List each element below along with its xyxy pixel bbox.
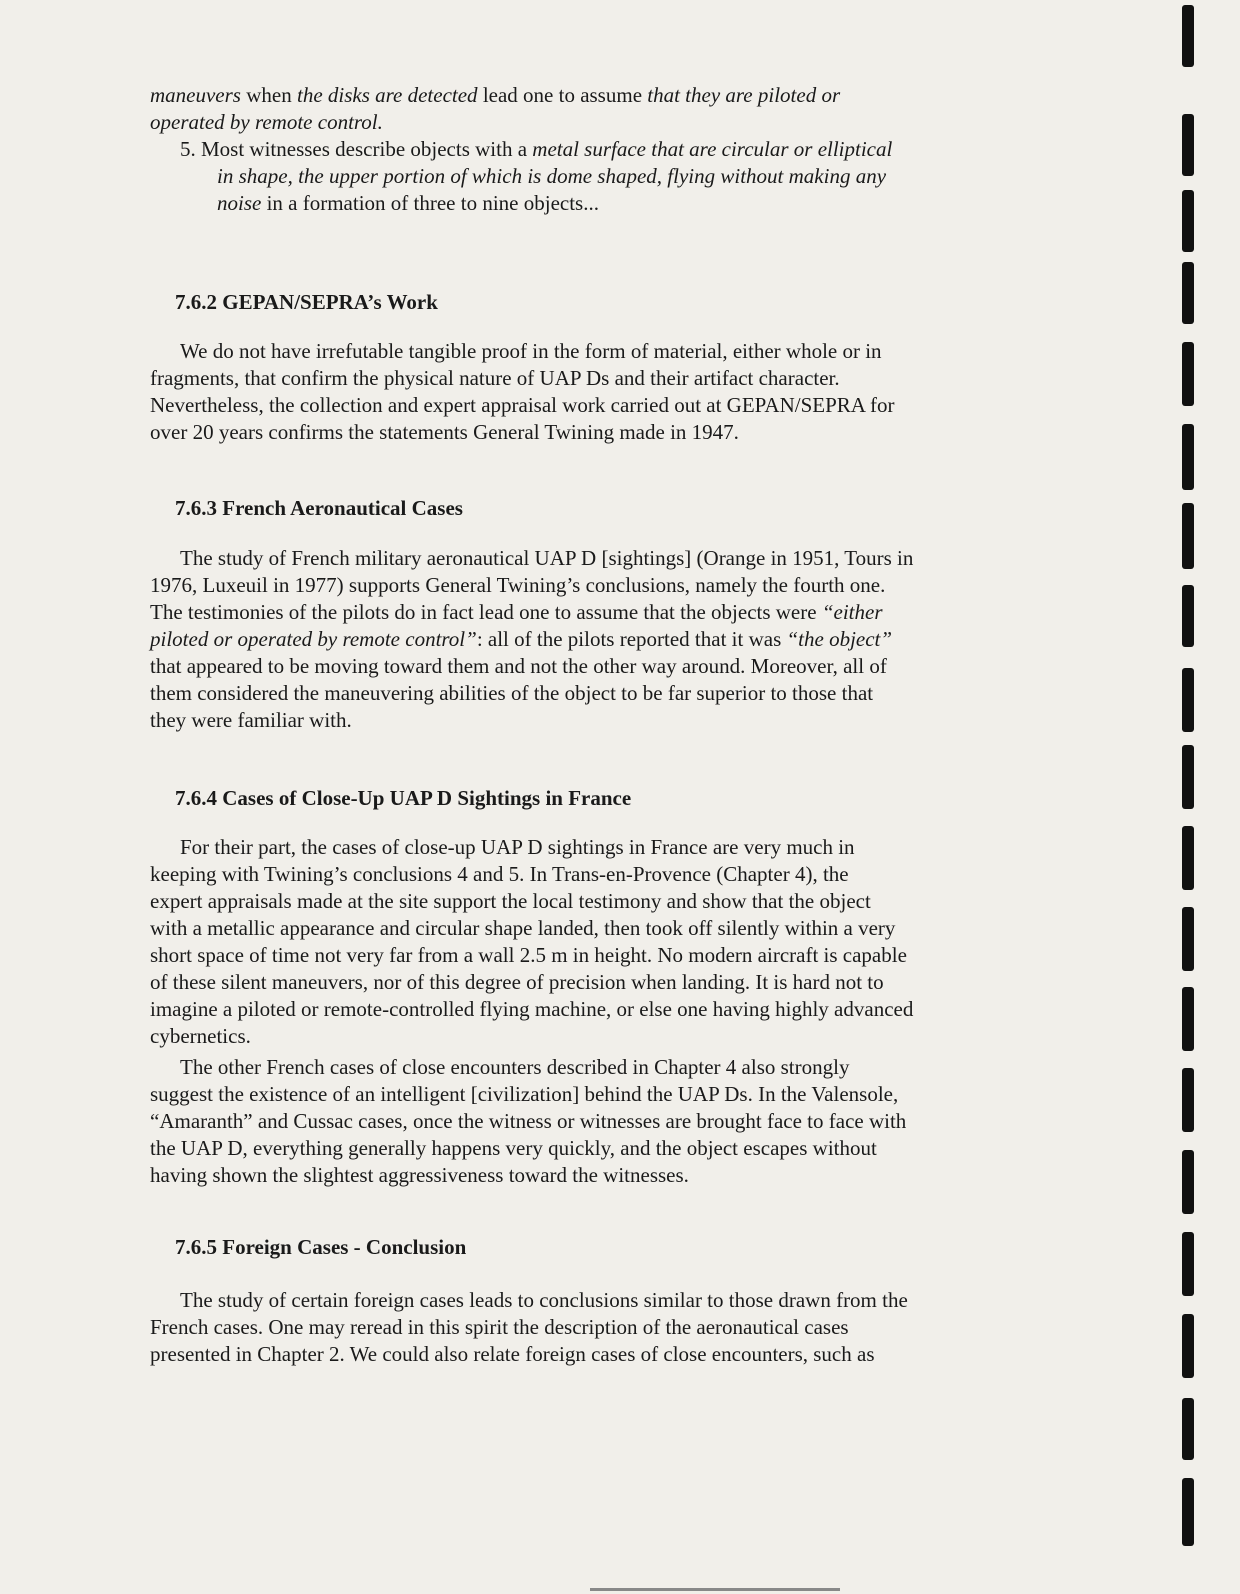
intro-continuation	[150, 82, 1050, 136]
text-run: over 20 years confirms the statements General Twining made in 1947.	[150, 420, 739, 444]
text-run: We do not have irrefutable tangible proof in the form of material, either whole or in	[180, 339, 882, 363]
italic-run: metal surface that are circular or elliptical	[532, 137, 893, 161]
text-line	[150, 545, 1050, 572]
text-line	[150, 680, 1050, 707]
binding-hole	[1182, 114, 1194, 176]
text-run: with a metallic appearance and circular shape landed, then took off silently within a very	[150, 916, 896, 940]
text-run: they were familiar with.	[150, 708, 352, 732]
binding-hole	[1182, 1478, 1194, 1546]
binding-hole	[1182, 190, 1194, 252]
text-run: : all of the pilots reported that it was	[476, 627, 787, 651]
binding-hole	[1182, 1150, 1194, 1214]
text-line	[150, 1108, 1050, 1135]
binding-hole	[1182, 987, 1194, 1051]
text-line	[150, 653, 1050, 680]
section-heading-7-6-5: 7.6.5 Foreign Cases - Conclusion	[175, 1235, 467, 1259]
text-line	[150, 109, 1050, 136]
text-line	[150, 888, 1050, 915]
text-line	[150, 419, 1050, 446]
italic-run: “the object”	[786, 627, 893, 651]
binding-hole	[1182, 585, 1194, 647]
italic-run: piloted or operated by remote control”	[150, 627, 477, 651]
italic-run: noise	[217, 191, 262, 215]
text-run: expert appraisals made at the site support the local testimony and show that the object	[150, 889, 871, 913]
text-run: having shown the slightest aggressiveness toward the witnesses.	[150, 1163, 689, 1187]
text-run: 1976, Luxeuil in 1977) supports General Twining’s conclusions, namely the fourth one.	[150, 573, 886, 597]
text-line	[150, 834, 1050, 861]
text-line	[150, 1054, 1050, 1081]
text-line	[150, 572, 1050, 599]
section-7-6-2-paragraph	[150, 338, 1050, 446]
text-line	[150, 1023, 1050, 1050]
text-line	[150, 599, 1050, 626]
text-run: that appeared to be moving toward them and not the other way around. Moreover, all of	[150, 654, 887, 678]
text-line	[150, 707, 1050, 734]
text-line	[150, 1135, 1050, 1162]
text-line	[150, 861, 1050, 888]
binding-hole	[1182, 424, 1194, 490]
conclusion-item-5	[150, 136, 1050, 217]
text-run: presented in Chapter 2. We could also relate foreign cases of close encounters, such as	[150, 1342, 875, 1366]
text-line	[150, 82, 1050, 109]
italic-run: operated by remote control.	[150, 110, 383, 134]
text-run: cybernetics.	[150, 1024, 251, 1048]
italic-run: maneuvers	[150, 83, 241, 107]
text-run: “Amaranth” and Cussac cases, once the witness or witnesses are brought face to face with	[150, 1109, 907, 1133]
text-line	[150, 1081, 1050, 1108]
text-line	[150, 338, 1050, 365]
binding-hole	[1182, 826, 1194, 890]
section-heading-7-6-2: 7.6.2 GEPAN/SEPRA’s Work	[175, 290, 438, 314]
binding-hole	[1182, 1314, 1194, 1378]
italic-run: in shape, the upper portion of which is dome shaped, flying without making any	[217, 164, 887, 188]
text-run: For their part, the cases of close-up UAP D sightings in France are very much in	[180, 835, 855, 859]
section-7-6-4-paragraph-1	[150, 834, 1050, 1050]
text-run: short space of time not very far from a wall 2.5 m in height. No modern aircraft is capable	[150, 943, 907, 967]
binding-hole	[1182, 1398, 1194, 1460]
text-line	[150, 1162, 1050, 1189]
section-heading-7-6-3: 7.6.3 French Aeronautical Cases	[175, 496, 463, 520]
binding-hole	[1182, 745, 1194, 809]
text-run: of these silent maneuvers, nor of this degree of precision when landing. It is hard not to	[150, 970, 884, 994]
binding-hole	[1182, 262, 1194, 324]
bottom-edge-artifact	[590, 1588, 840, 1591]
section-7-6-5-paragraph	[150, 1287, 1050, 1368]
text-run: in a formation of three to nine objects...	[261, 191, 599, 215]
text-line	[150, 969, 1050, 996]
text-run: Nevertheless, the collection and expert appraisal work carried out at GEPAN/SEPRA for	[150, 393, 895, 417]
text-line	[150, 365, 1050, 392]
text-run: French cases. One may reread in this spirit the description of the aeronautical cases	[150, 1315, 849, 1339]
text-run: suggest the existence of an intelligent [civilization] behind the UAP Ds. In the Valensole,	[150, 1082, 899, 1106]
binding-hole	[1182, 503, 1194, 569]
italic-run: “either	[821, 600, 883, 624]
text-line	[150, 915, 1050, 942]
text-run: them considered the maneuvering abilities of the object to be far superior to those that	[150, 681, 874, 705]
text-run: The testimonies of the pilots do in fact lead one to assume that the objects were	[150, 600, 822, 624]
text-line	[150, 1287, 1050, 1314]
binding-hole	[1182, 1068, 1194, 1132]
text-run: imagine a piloted or remote-controlled flying machine, or else one having highly advanced	[150, 997, 914, 1021]
text-line	[150, 1314, 1050, 1341]
text-line	[150, 626, 1050, 653]
text-run: when	[240, 83, 297, 107]
text-line	[150, 942, 1050, 969]
binding-hole	[1182, 1232, 1194, 1296]
text-run: lead one to assume	[477, 83, 648, 107]
binding-hole	[1182, 342, 1194, 406]
text-line	[150, 1341, 1050, 1368]
text-run: the UAP D, everything generally happens very quickly, and the object escapes without	[150, 1136, 877, 1160]
text-line	[150, 392, 1050, 419]
section-7-6-4-paragraph-2	[150, 1054, 1050, 1189]
italic-run: the disks are detected	[296, 83, 478, 107]
binding-hole	[1182, 5, 1194, 67]
section-7-6-3-paragraph	[150, 545, 1050, 734]
text-run: The study of certain foreign cases leads to conclusions similar to those drawn from the	[180, 1288, 908, 1312]
text-line	[150, 136, 1050, 163]
text-run: fragments, that confirm the physical nature of UAP Ds and their artifact character.	[150, 366, 840, 390]
text-line	[150, 190, 1050, 217]
text-line	[150, 996, 1050, 1023]
section-heading-7-6-4: 7.6.4 Cases of Close-Up UAP D Sightings in France	[175, 786, 632, 810]
text-run: keeping with Twining’s conclusions 4 and 5. In Trans-en-Provence (Chapter 4), the	[150, 862, 849, 886]
text-line	[150, 163, 1050, 190]
binding-hole	[1182, 668, 1194, 732]
binding-hole	[1182, 907, 1194, 971]
text-run: 5. Most witnesses describe objects with a	[180, 137, 533, 161]
text-run: The other French cases of close encounters described in Chapter 4 also strongly	[180, 1055, 850, 1079]
text-run: The study of French military aeronautical UAP D [sightings] (Orange in 1951, Tours in	[180, 546, 914, 570]
italic-run: that they are piloted or	[647, 83, 841, 107]
